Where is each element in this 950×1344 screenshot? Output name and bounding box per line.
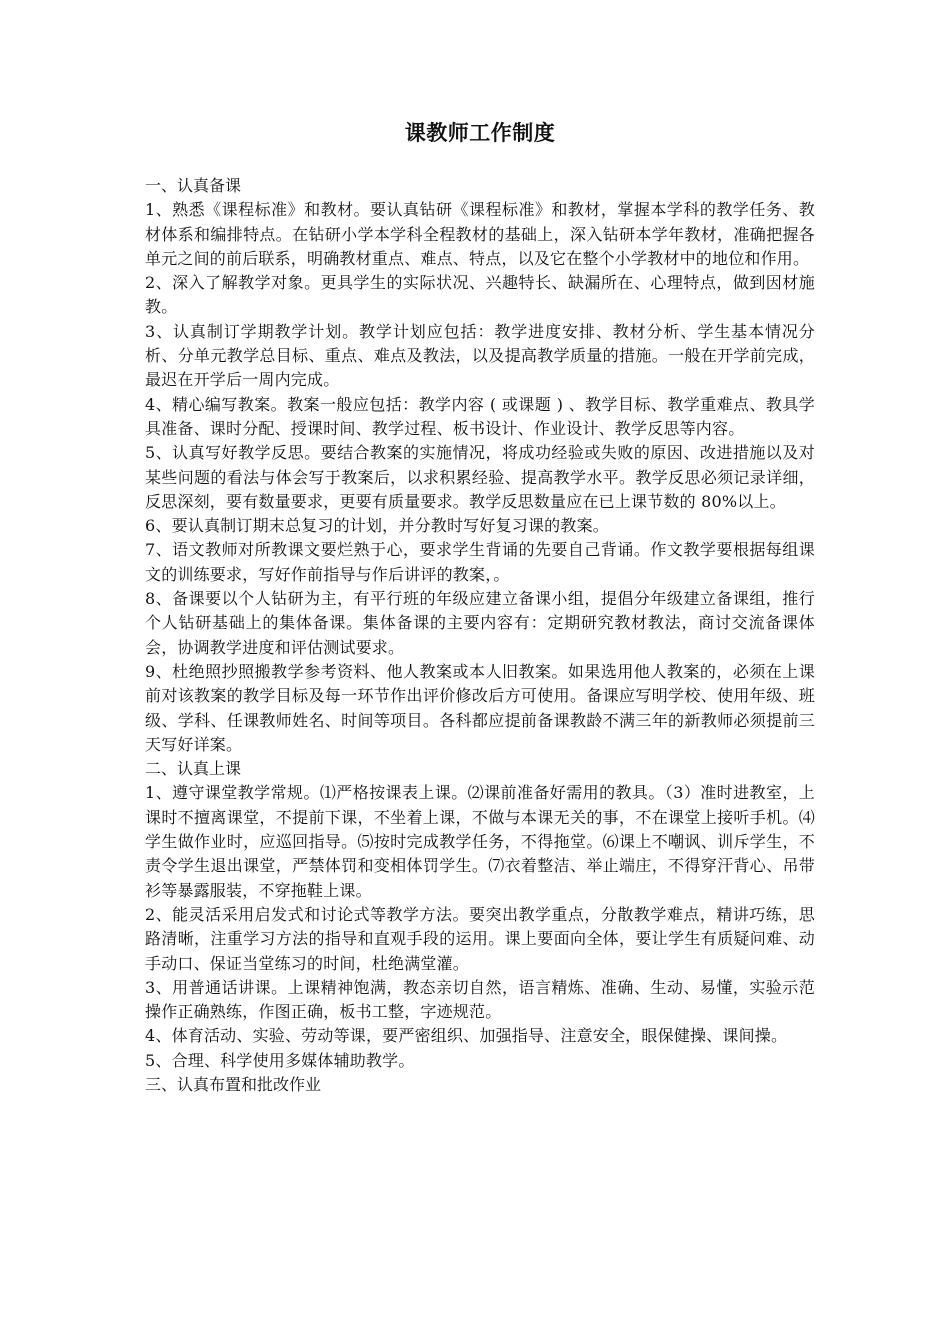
paragraph: 3、认真制订学期教学计划。教学计划应包括：教学进度安排、教材分析、学生基本情况分析、分单元教学总目标、重点、难点及教法，以及提高教学质量的措施。一般在开学前完成，最迟在开学后一周内完成。 [145,321,815,390]
paragraph: 1、遵守课堂教学常规。⑴严格按课表上课。⑵课前准备好需用的教具。（3）准时进教室，上课时不擅离课堂，不提前下课，不坐着上课，不做与本课无关的事，不在课堂上接听手机。⑷学生做作业时，应巡回指导。⑸按时完成教学任务，不得拖堂。⑹课上不嘲讽、训斥学生，不责令学生退出课堂，严禁体罚和变相体罚学生。⑺衣着整洁、举止端庄，不得穿汗背心、吊带衫等暴露服装，不穿拖鞋上课。 [145,783,815,900]
paragraph: 4、精心编写教案。教案一般应包括：教学内容 ( 或课题 ) 、教学目标、教学重难点、教具学具准备、课时分配、授课时间、教学过程、板书设计、作业设计、教学反思等内容。 [145,394,815,438]
paragraph: 5、合理、科学使用多媒体辅助教学。 [145,1050,415,1070]
section-heading: 二、认真上课 [145,759,242,779]
section-prepare-lessons [145,174,815,757]
section-homework [145,1073,815,1097]
section-heading: 三、认真布置和批改作业 [145,1074,322,1094]
paragraph: 3、用普通话讲课。上课精神饱满，教态亲切自然，语言精炼、准确、生动、易懂，实验示范操作正确熟练，作图正确，板书工整，字迹规范。 [145,977,815,1022]
paragraph: 9、杜绝照抄照搬教学参考资料、他人教案或本人旧教案。如果选用他人教案的，必须在上课前对该教案的教学目标及每一环节作出评价修改后方可使用。备课应写明学校、使用年级、班级、学科、任课教师姓名、时间等项目。各科都应提前备课教龄不满三年的新教师必须提前三天写好详案。 [145,661,815,754]
paragraph: 1、熟悉《课程标准》和教材。要认真钻研《课程标准》和教材，掌握本学科的教学任务、教材体系和编排特点。在钻研小学本学科全程教材的基础上，深入钻研本学年教材，准确把握各单元之间的前后联系，明确教材重点、难点、特点，以及它在整个小学教材中的地位和作用。 [145,200,815,268]
paragraph: 6、要认真制订期末总复习的计划，并分教时写好复习课的教案。 [145,516,609,536]
section-heading: 一、认真备课 [145,176,242,195]
section-teach-lessons [145,757,815,1073]
paragraph: 4、体育活动、实验、劳动等课，要严密组织、加强指导、注意安全，眼保健操、课间操。 [145,1026,788,1046]
paragraph: 8、备课要以个人钻研为主，有平行班的年级应建立备课小组，提倡分年级建立备课组，推行个人钻研基础上的集体备课。集体备课的主要内容有：定期研究教材教法，商讨交流备课体会，协调教学进度和评估测试要求。 [145,589,815,657]
paragraph: 2、能灵活采用启发式和讨论式等教学方法。要突出教学重点，分散教学难点，精讲巧练，思路清晰，注重学习方法的指导和直观手段的运用。课上要面向全体，要让学生有质疑问难、动手动口、保证当堂练习的时间，杜绝满堂灌。 [145,904,815,973]
paragraph: 2、深入了解教学对象。更具学生的实际状况、兴趣特长、缺漏所在、心理特点，做到因材施教。 [145,273,815,317]
paragraph: 7、语文教师对所教课文要烂熟于心，要求学生背诵的先要自己背诵。作文教学要根据每组课文的训练要求，写好作前指导与作后讲评的教案，。 [145,540,815,584]
document-page [145,118,815,1097]
document-title: 课教师工作制度 [404,120,556,145]
paragraph: 5、认真写好教学反思。要结合教案的实施情况，将成功经验或失败的原因、改进措施以及对某些问题的看法与体会写于教案后，以求积累经验、提高教学水平。教学反思必须记录详细，反思深刻，要有数量要求，更要有质量要求。教学反思数量应在已上课节数的 80%以上。 [145,443,815,511]
